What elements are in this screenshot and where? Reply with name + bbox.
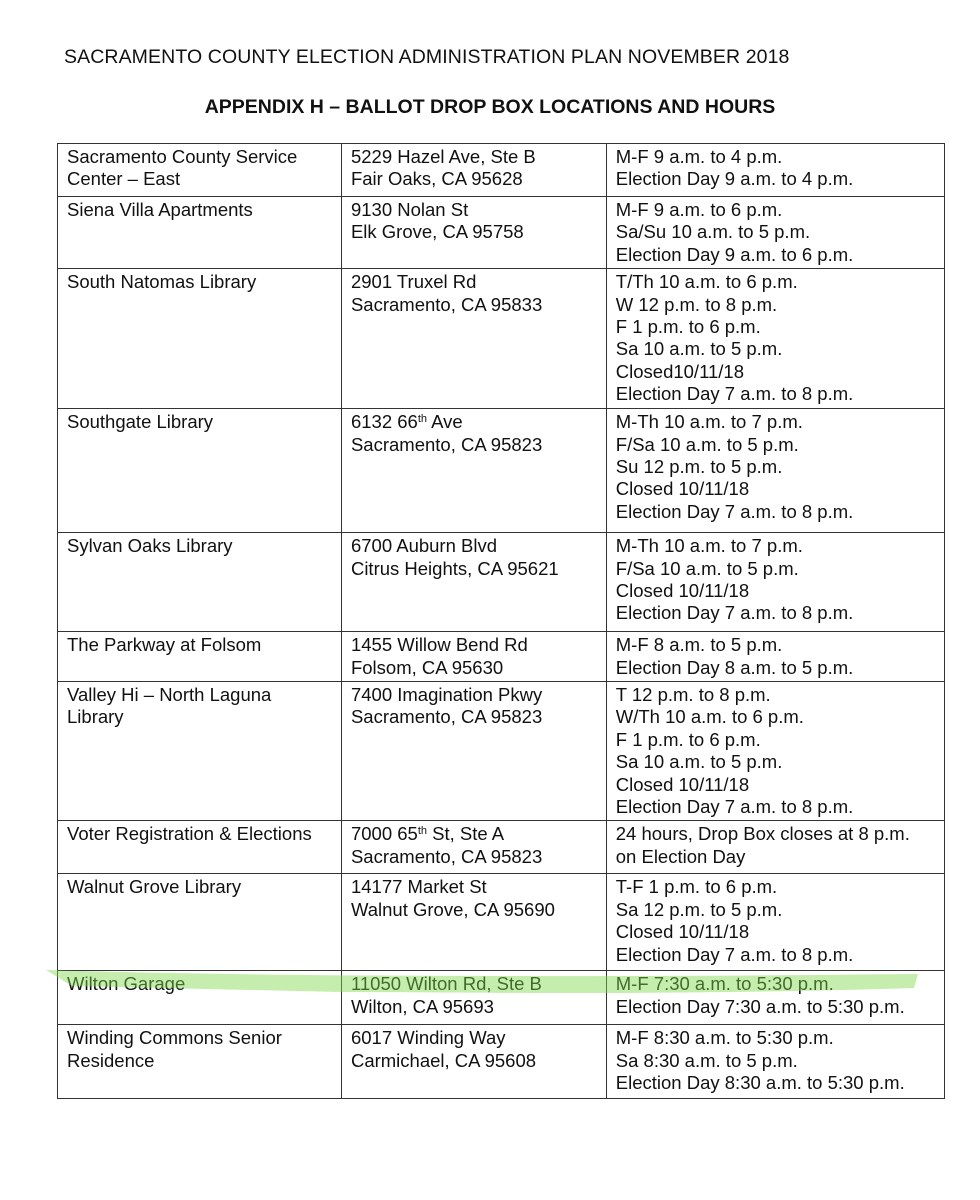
location-name bbox=[58, 971, 342, 1025]
table-row bbox=[58, 874, 945, 971]
location-hours-line: Election Day 7 a.m. to 8 p.m. bbox=[615, 602, 854, 624]
location-hours-line: Closed 10/11/18 bbox=[615, 580, 750, 602]
document-header: SACRAMENTO COUNTY ELECTION ADMINISTRATION PLAN NOVEMBER 2018 bbox=[64, 46, 790, 68]
location-hours-line: T/Th 10 a.m. to 6 p.m. bbox=[615, 271, 798, 293]
location-hours-line: Sa 12 p.m. to 5 p.m. bbox=[615, 898, 783, 920]
location-hours-line: Sa/Su 10 a.m. to 5 p.m. bbox=[615, 221, 811, 243]
location-address bbox=[341, 682, 606, 821]
location-name-line: Center – East bbox=[67, 168, 181, 190]
location-hours-line: Election Day 7 a.m. to 8 p.m. bbox=[615, 943, 854, 965]
table-row bbox=[58, 269, 945, 409]
location-hours-line: Closed 10/11/18 bbox=[615, 478, 750, 500]
location-hours-line: W 12 p.m. to 8 p.m. bbox=[615, 293, 778, 315]
location-address-line: Folsom, CA 95630 bbox=[350, 656, 504, 678]
location-name-line: Sylvan Oaks Library bbox=[67, 535, 233, 557]
location-address-line: Carmichael, CA 95608 bbox=[350, 1049, 537, 1071]
location-name-line: South Natomas Library bbox=[67, 271, 257, 293]
location-hours-line: Closed 10/11/18 bbox=[615, 921, 750, 943]
location-address-line bbox=[351, 823, 598, 845]
location-hours-line: Election Day 7:30 a.m. to 5:30 p.m. bbox=[615, 995, 905, 1017]
location-hours bbox=[606, 144, 944, 197]
location-name-line: Library bbox=[67, 706, 124, 728]
location-hours-line: Election Day 9 a.m. to 6 p.m. bbox=[615, 243, 854, 265]
location-name bbox=[58, 409, 342, 533]
location-name bbox=[58, 821, 342, 874]
location-address-line: 14177 Market St bbox=[350, 876, 487, 898]
location-hours-line: F/Sa 10 a.m. to 5 p.m. bbox=[615, 557, 799, 579]
location-address bbox=[341, 197, 606, 269]
location-name bbox=[58, 144, 342, 197]
location-address bbox=[341, 1025, 606, 1099]
location-hours-line: Election Day 7 a.m. to 8 p.m. bbox=[615, 500, 854, 522]
location-hours-line: M-F 7:30 a.m. to 5:30 p.m. bbox=[615, 973, 834, 995]
location-address-line: 11050 Wilton Rd, Ste B bbox=[350, 973, 542, 995]
location-hours bbox=[606, 821, 944, 874]
location-hours-line: T-F 1 p.m. to 6 p.m. bbox=[615, 876, 778, 898]
location-hours bbox=[606, 632, 944, 682]
location-hours-line: M-F 8 a.m. to 5 p.m. bbox=[615, 634, 783, 656]
location-address-line: Sacramento, CA 95823 bbox=[350, 433, 543, 455]
table-row bbox=[58, 632, 945, 682]
location-address bbox=[341, 632, 606, 682]
location-address-line: 6700 Auburn Blvd bbox=[350, 535, 498, 557]
drop-box-table bbox=[57, 143, 945, 1099]
location-address-line: Sacramento, CA 95833 bbox=[350, 293, 543, 315]
location-name-line: Walnut Grove Library bbox=[67, 876, 242, 898]
location-hours-line: M-Th 10 a.m. to 7 p.m. bbox=[615, 411, 803, 433]
location-hours-line: Su 12 p.m. to 5 p.m. bbox=[615, 456, 783, 478]
location-hours bbox=[606, 874, 944, 971]
location-name-line: The Parkway at Folsom bbox=[67, 634, 262, 656]
location-hours-line: on Election Day bbox=[615, 845, 746, 867]
address-number: 7000 65 bbox=[350, 823, 418, 845]
location-hours bbox=[606, 971, 944, 1025]
location-name bbox=[58, 197, 342, 269]
location-address bbox=[341, 269, 606, 409]
location-name-line: Siena Villa Apartments bbox=[67, 199, 253, 220]
location-name bbox=[58, 874, 342, 971]
location-name-line: Voter Registration & Elections bbox=[67, 823, 312, 845]
table-row bbox=[58, 1025, 945, 1099]
location-address bbox=[341, 971, 606, 1025]
location-name bbox=[58, 269, 342, 409]
location-name bbox=[58, 632, 342, 682]
location-hours-line: F 1 p.m. to 6 p.m. bbox=[615, 728, 761, 750]
location-address-line: 1455 Willow Bend Rd bbox=[350, 634, 528, 656]
location-hours-line: Sa 8:30 a.m. to 5 p.m. bbox=[615, 1049, 798, 1071]
location-hours-line: F 1 p.m. to 6 p.m. bbox=[615, 316, 761, 338]
location-address-line: Elk Grove, CA 95758 bbox=[350, 221, 524, 243]
address-street: Ave bbox=[427, 411, 463, 433]
location-address bbox=[341, 533, 606, 632]
location-hours-line: T 12 p.m. to 8 p.m. bbox=[615, 684, 771, 706]
location-hours bbox=[606, 409, 944, 533]
location-hours bbox=[606, 533, 944, 632]
location-address-line: Sacramento, CA 95823 bbox=[350, 845, 543, 867]
location-hours bbox=[606, 682, 944, 821]
location-hours-line: M-F 9 a.m. to 4 p.m. bbox=[615, 146, 783, 167]
location-name-line: Wilton Garage bbox=[67, 973, 186, 995]
location-name-line: Valley Hi – North Laguna bbox=[67, 684, 272, 706]
location-address-line: Citrus Heights, CA 95621 bbox=[350, 557, 559, 579]
location-address-line: Fair Oaks, CA 95628 bbox=[350, 168, 523, 190]
ordinal-suffix: th bbox=[417, 413, 428, 426]
location-hours-line: M-F 8:30 a.m. to 5:30 p.m. bbox=[615, 1027, 834, 1049]
location-hours-line: M-F 9 a.m. to 6 p.m. bbox=[615, 199, 783, 220]
table-row bbox=[58, 821, 945, 874]
table-row bbox=[58, 533, 945, 632]
location-hours-line: M-Th 10 a.m. to 7 p.m. bbox=[615, 535, 803, 557]
location-address-line: Wilton, CA 95693 bbox=[350, 995, 494, 1017]
address-street: St, Ste A bbox=[427, 823, 505, 845]
table-row bbox=[58, 409, 945, 533]
location-hours-line: Election Day 7 a.m. to 8 p.m. bbox=[615, 383, 854, 405]
location-address bbox=[341, 874, 606, 971]
location-hours-line: W/Th 10 a.m. to 6 p.m. bbox=[615, 706, 804, 728]
location-address-line: 5229 Hazel Ave, Ste B bbox=[350, 146, 536, 167]
location-hours-line: Sa 10 a.m. to 5 p.m. bbox=[615, 338, 783, 360]
location-hours-line: Election Day 8 a.m. to 5 p.m. bbox=[615, 656, 854, 678]
location-hours-line: 24 hours, Drop Box closes at 8 p.m. bbox=[615, 823, 910, 845]
location-hours bbox=[606, 197, 944, 269]
location-name-line: Sacramento County Service bbox=[67, 146, 298, 167]
location-address bbox=[341, 409, 606, 533]
location-address-line: 7400 Imagination Pkwy bbox=[350, 684, 543, 706]
location-address-line: Walnut Grove, CA 95690 bbox=[350, 898, 555, 920]
location-address-line: Sacramento, CA 95823 bbox=[350, 706, 543, 728]
table-row bbox=[58, 682, 945, 821]
location-hours-line: Election Day 8:30 a.m. to 5:30 p.m. bbox=[615, 1072, 905, 1094]
location-hours bbox=[606, 1025, 944, 1099]
location-hours bbox=[606, 269, 944, 409]
location-address bbox=[341, 144, 606, 197]
location-name bbox=[58, 533, 342, 632]
location-hours-line: F/Sa 10 a.m. to 5 p.m. bbox=[615, 433, 799, 455]
location-name bbox=[58, 1025, 342, 1099]
ordinal-suffix: th bbox=[417, 825, 428, 838]
location-hours-line: Election Day 7 a.m. to 8 p.m. bbox=[615, 796, 854, 818]
location-hours-line: Election Day 9 a.m. to 4 p.m. bbox=[615, 168, 854, 190]
location-name-line: Southgate Library bbox=[67, 411, 214, 433]
location-hours-line: Closed 10/11/18 bbox=[615, 773, 750, 795]
location-address bbox=[341, 821, 606, 874]
location-address-line bbox=[351, 411, 598, 433]
location-address-line: 6017 Winding Way bbox=[350, 1027, 506, 1049]
appendix-title: APPENDIX H – BALLOT DROP BOX LOCATIONS AND HOURS bbox=[204, 96, 776, 118]
table-row bbox=[58, 971, 945, 1025]
location-name bbox=[58, 682, 342, 821]
location-name-line: Winding Commons Senior bbox=[67, 1027, 282, 1049]
location-address-line: 9130 Nolan St bbox=[350, 199, 469, 220]
location-hours-line: Closed10/11/18 bbox=[615, 360, 744, 382]
location-address-line: 2901 Truxel Rd bbox=[350, 271, 477, 293]
location-name-line: Residence bbox=[67, 1049, 155, 1071]
location-hours-line: Sa 10 a.m. to 5 p.m. bbox=[615, 751, 783, 773]
address-number: 6132 66 bbox=[350, 411, 418, 433]
table-row bbox=[58, 197, 945, 269]
table-row bbox=[58, 144, 945, 197]
